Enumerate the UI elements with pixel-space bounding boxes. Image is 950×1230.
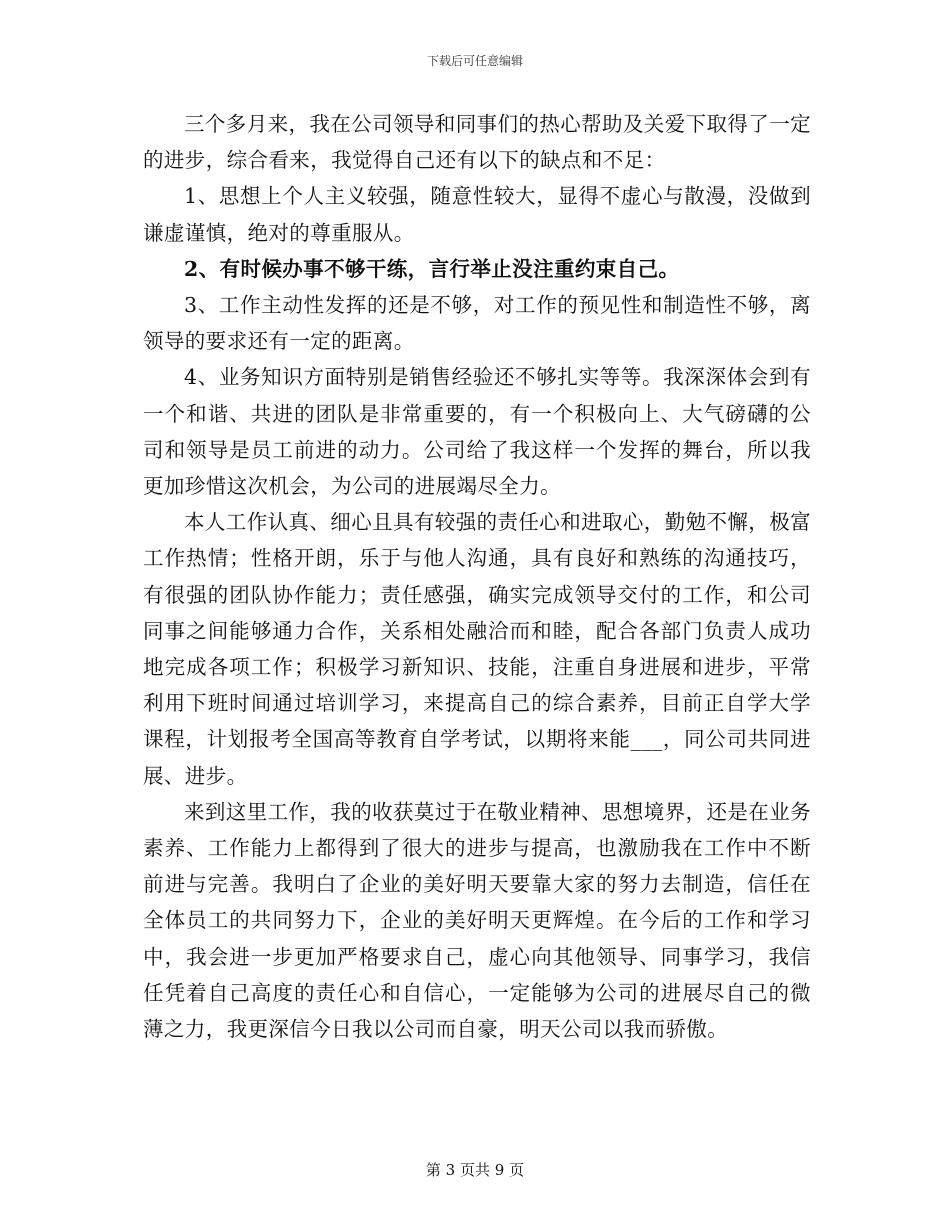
document-body (143, 106, 811, 1047)
paragraph-intro: 三个多月来，我在公司领导和同事们的热心帮助及关爱下取得了一定的进步，综合看来，我觉得自己还有以下的缺点和不足： (143, 112, 811, 173)
page-number: 第 3 页共 9 页 (425, 1161, 525, 1179)
paragraph-self-assessment: 本人工作认真、细心且具有较强的责任心和进取心，勤勉不懈，极富工作热情；性格开朗，乐于与他人沟通，具有良好和熟练的沟通技巧，有很强的团队协作能力；责任感强，确实完成领导交付的工作，和公司同事之间能够通力合作，关系相处融洽而和睦，配合各部门负责人成功地完成各项工作；积极学习新知识、技能，注重自身进展和进步，平常利用下班时间通过培训学习，来提高自己的综合素养，目前正自学大学课程，计划报考全国高等教育自学考试，以期将来能___，同公司共同进展、进步。 (143, 510, 811, 788)
paragraph-conclusion: 来到这里工作，我的收获莫过于在敬业精神、思想境界，还是在业务素养、工作能力上都得到了很大的进步与提高，也激励我在工作中不断前进与完善。我明白了企业的美好明天要靠大家的努力去制造，信任在全体员工的共同努力下，企业的美好明天更辉煌。在今后的工作和学习中，我会进一步更加严格要求自己，虚心向其他领导、同事学习，我信任凭着自己高度的责任心和自信心，一定能够为公司的进展尽自己的微薄之力，我更深信今日我以公司而自豪，明天公司以我而骄傲。 (143, 799, 811, 1042)
paragraph-point-4: 4、业务知识方面特别是销售经验还不够扎实等等。我深深体会到有一个和谐、共进的团队是非常重要的，有一个积极向上、大气磅礴的公司和领导是员工前进的动力。公司给了我这样一个发挥的舞台，所以我更加珍惜这次机会，为公司的进展竭尽全力。 (143, 365, 811, 499)
page-header: 下载后可任意编辑 (426, 54, 523, 68)
paragraph-point-2: 2、有时候办事不够干练，言行举止没注重约束自己。 (184, 256, 680, 281)
paragraph-point-1: 1、思想上个人主义较强，随意性较大，显得不虚心与散漫，没做到谦虚谨慎，绝对的尊重服从。 (143, 184, 811, 245)
paragraph-point-3: 3、工作主动性发挥的还是不够，对工作的预见性和制造性不够，离领导的要求还有一定的距离。 (143, 293, 811, 354)
